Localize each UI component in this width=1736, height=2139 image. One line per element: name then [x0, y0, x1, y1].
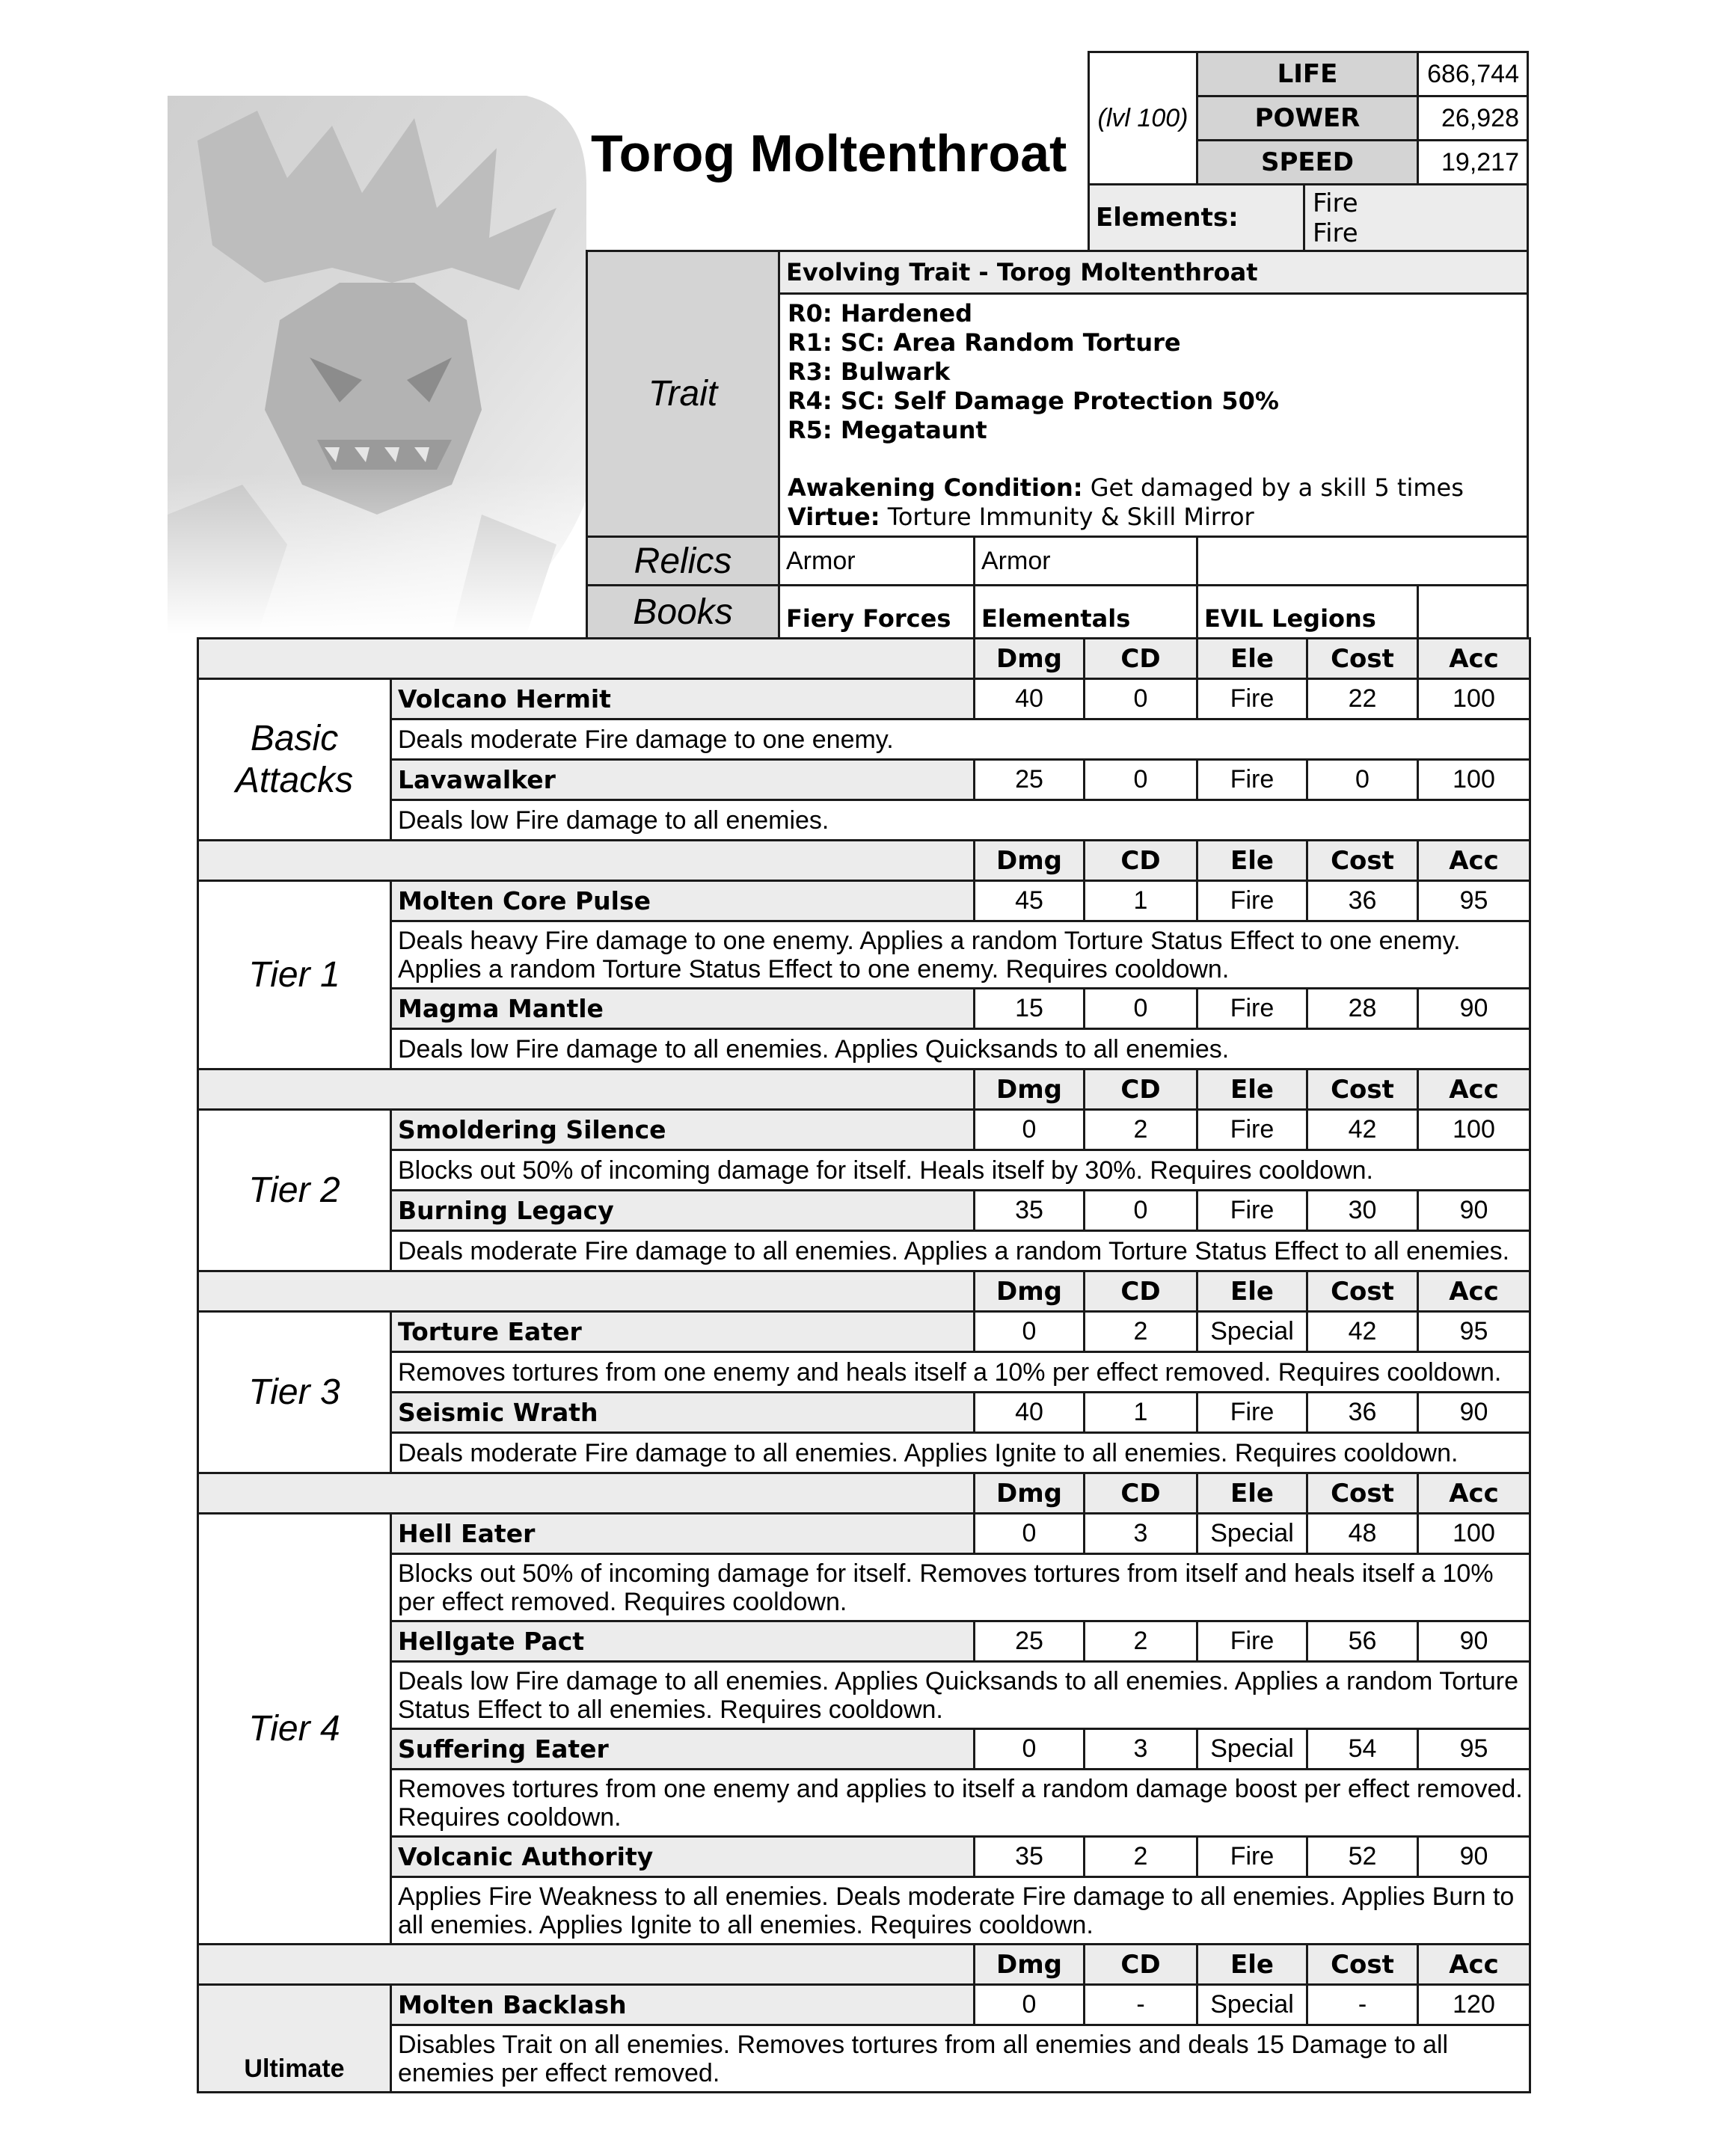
- element-1: Fire: [1313, 188, 1358, 218]
- trait-rank-2: R3: Bulwark: [788, 357, 951, 386]
- skill-cd: 0: [1083, 1189, 1198, 1232]
- column-header-dmg: Dmg: [973, 637, 1085, 680]
- column-header-cost: Cost: [1306, 1472, 1419, 1515]
- relic-2: Armor: [973, 535, 1198, 586]
- column-header-ele: Ele: [1196, 1472, 1308, 1515]
- skill-acc: 95: [1417, 1310, 1531, 1353]
- column-header-cd: CD: [1083, 1472, 1198, 1515]
- skill-description: Applies Fire Weakness to all enemies. Deals moderate Fire damage to all enemies. Applies Burn to all enemies. Applies Ignite to all enemies. Requires cooldown.: [390, 1876, 1531, 1945]
- skill-acc: 100: [1417, 1108, 1531, 1151]
- skill-cost: 30: [1306, 1189, 1419, 1232]
- column-header-cost: Cost: [1306, 637, 1419, 680]
- skill-ele: Fire: [1196, 1620, 1308, 1663]
- skill-ele: Fire: [1196, 1108, 1308, 1151]
- skill-acc: 95: [1417, 880, 1531, 922]
- skill-name: Burning Legacy: [390, 1189, 975, 1232]
- section-header-spacer: [197, 1270, 975, 1313]
- skill-name: Hell Eater: [390, 1512, 975, 1555]
- stat-label-speed: SPEED: [1196, 139, 1419, 185]
- column-header-acc: Acc: [1417, 1472, 1531, 1515]
- column-header-dmg: Dmg: [973, 1270, 1085, 1313]
- skill-name: Hellgate Pact: [390, 1620, 975, 1663]
- section-header-spacer: [197, 1068, 975, 1111]
- skill-description: Blocks out 50% of incoming damage for itself. Heals itself by 30%. Requires cooldown.: [390, 1149, 1531, 1191]
- column-header-acc: Acc: [1417, 839, 1531, 882]
- element-2: Fire: [1313, 218, 1358, 248]
- skill-cd: 3: [1083, 1512, 1198, 1555]
- monster-portrait-icon: [168, 96, 586, 634]
- trait-rank-1: R1: SC: Area Random Torture: [788, 328, 1181, 357]
- skill-cd: 1: [1083, 1391, 1198, 1434]
- skill-name: Molten Backlash: [390, 1983, 975, 2026]
- skill-dmg: 15: [973, 987, 1085, 1030]
- column-header-ele: Ele: [1196, 1943, 1308, 1986]
- skill-description: Deals heavy Fire damage to one enemy. Applies a random Torture Status Effect to one enemy. Applies a random Torture Status Effect to one enemy. Requires cooldown.: [390, 920, 1531, 989]
- section-label-text: Ultimate: [244, 2054, 345, 2083]
- section-label-text: Tier 3: [248, 1372, 340, 1412]
- section-label: [197, 1983, 392, 2093]
- skill-cd: 2: [1083, 1835, 1198, 1878]
- skill-description: Deals moderate Fire damage to one enemy.: [390, 718, 1531, 761]
- skill-dmg: 0: [973, 1108, 1085, 1151]
- elements-label: Elements:: [1088, 183, 1305, 252]
- skill-name: Lavawalker: [390, 758, 975, 801]
- skill-dmg: 40: [973, 1391, 1085, 1434]
- skill-acc: 90: [1417, 1620, 1531, 1663]
- level-label: (lvl 100): [1088, 51, 1198, 185]
- skill-description: Deals moderate Fire damage to all enemies. Applies a random Torture Status Effect to all enemies.: [390, 1230, 1531, 1272]
- column-header-cd: CD: [1083, 839, 1198, 882]
- column-header-acc: Acc: [1417, 637, 1531, 680]
- trait-header: Evolving Trait - Torog Moltenthroat: [778, 250, 1529, 295]
- skill-ele: Special: [1196, 1728, 1308, 1770]
- section-label-text: Tier 1: [248, 954, 340, 995]
- column-header-acc: Acc: [1417, 1068, 1531, 1111]
- skill-cd: 2: [1083, 1108, 1198, 1151]
- book-3: EVIL Legions: [1196, 584, 1419, 639]
- virtue-value: Torture Immunity & Skill Mirror: [880, 503, 1254, 531]
- awakening-value: Get damaged by a skill 5 times: [1082, 473, 1464, 502]
- virtue: [788, 503, 1519, 532]
- character-name: Torog Moltenthroat: [591, 124, 1067, 182]
- section-label: [197, 880, 392, 1070]
- skill-ele: Special: [1196, 1512, 1308, 1555]
- skill-ele: Fire: [1196, 1391, 1308, 1434]
- skill-acc: 95: [1417, 1728, 1531, 1770]
- skill-ele: Fire: [1196, 1835, 1308, 1878]
- skill-ele: Fire: [1196, 758, 1308, 801]
- skill-acc: 90: [1417, 1391, 1531, 1434]
- skill-cost: 48: [1306, 1512, 1419, 1555]
- column-header-cd: CD: [1083, 1068, 1198, 1111]
- skill-cd: 3: [1083, 1728, 1198, 1770]
- column-header-dmg: Dmg: [973, 1068, 1085, 1111]
- trait-rank-4: R5: Megataunt: [788, 416, 987, 444]
- skill-description: Deals low Fire damage to all enemies. Applies Quicksands to all enemies.: [390, 1028, 1531, 1070]
- section-label-text: Basic Attacks: [235, 718, 354, 800]
- skill-acc: 90: [1417, 1189, 1531, 1232]
- skill-name: Volcanic Authority: [390, 1835, 975, 1878]
- relics-label: Relics: [586, 535, 780, 586]
- skill-acc: 90: [1417, 987, 1531, 1030]
- awakening-condition: [788, 473, 1519, 503]
- skill-cd: 2: [1083, 1310, 1198, 1353]
- relic-1: Armor: [778, 535, 975, 586]
- column-header-acc: Acc: [1417, 1270, 1531, 1313]
- skill-cost: -: [1306, 1983, 1419, 2026]
- books-label: Books: [586, 584, 780, 639]
- skill-cost: 36: [1306, 880, 1419, 922]
- awakening-label: Awakening Condition:: [788, 473, 1083, 502]
- skill-name: Smoldering Silence: [390, 1108, 975, 1151]
- stat-label-power: POWER: [1196, 95, 1419, 141]
- stat-label-life: LIFE: [1196, 51, 1419, 97]
- skill-name: Seismic Wrath: [390, 1391, 975, 1434]
- column-header-dmg: Dmg: [973, 839, 1085, 882]
- skill-cd: 0: [1083, 758, 1198, 801]
- section-label: [197, 1310, 392, 1474]
- skill-description: Removes tortures from one enemy and applies to itself a random damage boost per effect removed. Requires cooldown.: [390, 1768, 1531, 1838]
- skill-cd: 1: [1083, 880, 1198, 922]
- section-label: [197, 1108, 392, 1272]
- skill-ele: Special: [1196, 1983, 1308, 2026]
- skill-acc: 100: [1417, 678, 1531, 720]
- skill-cost: 56: [1306, 1620, 1419, 1663]
- skill-description: Disables Trait on all enemies. Removes tortures from all enemies and deals 15 Damage to all enemies per effect removed.: [390, 2024, 1531, 2093]
- skill-ele: Fire: [1196, 1189, 1308, 1232]
- skill-cost: 42: [1306, 1310, 1419, 1353]
- virtue-label: Virtue:: [788, 503, 880, 531]
- column-header-dmg: Dmg: [973, 1472, 1085, 1515]
- skill-description: Deals low Fire damage to all enemies. Applies Quicksands to all enemies. Applies a random Torture Status Effect to all enemies. Requires cooldown.: [390, 1660, 1531, 1730]
- skill-description: Deals moderate Fire damage to all enemies. Applies Ignite to all enemies. Requires cooldown.: [390, 1431, 1531, 1474]
- skill-dmg: 0: [973, 1512, 1085, 1555]
- skill-cd: 0: [1083, 678, 1198, 720]
- section-label-text: Tier 2: [248, 1170, 340, 1210]
- skill-ele: Special: [1196, 1310, 1308, 1353]
- skill-dmg: 35: [973, 1835, 1085, 1878]
- column-header-cd: CD: [1083, 1270, 1198, 1313]
- section-header-spacer: [197, 1472, 975, 1515]
- skill-name: Molten Core Pulse: [390, 880, 975, 922]
- elements-values: [1303, 183, 1529, 252]
- trait-label: Trait: [586, 250, 780, 538]
- skill-ele: Fire: [1196, 880, 1308, 922]
- skill-dmg: 25: [973, 1620, 1085, 1663]
- skill-acc: 100: [1417, 1512, 1531, 1555]
- skill-cd: -: [1083, 1983, 1198, 2026]
- column-header-cd: CD: [1083, 637, 1198, 680]
- book-2: Elementals: [973, 584, 1198, 639]
- skill-dmg: 35: [973, 1189, 1085, 1232]
- character-portrait: [168, 96, 586, 634]
- trait-rank-3: R4: SC: Self Damage Protection 50%: [788, 387, 1279, 415]
- skill-cost: 54: [1306, 1728, 1419, 1770]
- skill-dmg: 0: [973, 1983, 1085, 2026]
- skill-dmg: 40: [973, 678, 1085, 720]
- section-header-spacer: [197, 637, 975, 680]
- column-header-cost: Cost: [1306, 839, 1419, 882]
- section-label: [197, 678, 392, 841]
- stat-value-life: 686,744: [1417, 51, 1529, 97]
- skill-cost: 22: [1306, 678, 1419, 720]
- trait-rank-0: R0: Hardened: [788, 299, 972, 328]
- book-1: Fiery Forces: [778, 584, 975, 639]
- relic-3: [1196, 535, 1529, 586]
- skill-cost: 42: [1306, 1108, 1419, 1151]
- skill-cd: 2: [1083, 1620, 1198, 1663]
- skill-cost: 28: [1306, 987, 1419, 1030]
- section-header-spacer: [197, 1943, 975, 1986]
- skill-name: Volcano Hermit: [390, 678, 975, 720]
- skill-cost: 36: [1306, 1391, 1419, 1434]
- skill-description: Removes tortures from one enemy and heals itself a 10% per effect removed. Requires cooldown.: [390, 1351, 1531, 1393]
- skill-name: Magma Mantle: [390, 987, 975, 1030]
- section-header-spacer: [197, 839, 975, 882]
- skill-dmg: 0: [973, 1310, 1085, 1353]
- skill-dmg: 45: [973, 880, 1085, 922]
- column-header-cd: CD: [1083, 1943, 1198, 1986]
- column-header-ele: Ele: [1196, 1068, 1308, 1111]
- skill-dmg: 25: [973, 758, 1085, 801]
- skill-ele: Fire: [1196, 678, 1308, 720]
- skill-name: Suffering Eater: [390, 1728, 975, 1770]
- trait-details: [778, 292, 1529, 538]
- column-header-dmg: Dmg: [973, 1943, 1085, 1986]
- column-header-ele: Ele: [1196, 637, 1308, 680]
- column-header-cost: Cost: [1306, 1068, 1419, 1111]
- skill-dmg: 0: [973, 1728, 1085, 1770]
- skill-acc: 120: [1417, 1983, 1531, 2026]
- skill-cd: 0: [1083, 987, 1198, 1030]
- skill-cost: 0: [1306, 758, 1419, 801]
- book-4: [1417, 584, 1529, 639]
- skill-name: Torture Eater: [390, 1310, 975, 1353]
- column-header-acc: Acc: [1417, 1943, 1531, 1986]
- skill-description: Deals low Fire damage to all enemies.: [390, 799, 1531, 841]
- skill-ele: Fire: [1196, 987, 1308, 1030]
- section-label-text: Tier 4: [248, 1708, 340, 1749]
- skill-cost: 52: [1306, 1835, 1419, 1878]
- column-header-cost: Cost: [1306, 1943, 1419, 1986]
- column-header-cost: Cost: [1306, 1270, 1419, 1313]
- stat-value-speed: 19,217: [1417, 139, 1529, 185]
- skill-acc: 90: [1417, 1835, 1531, 1878]
- section-label: [197, 1512, 392, 1945]
- stat-value-power: 26,928: [1417, 95, 1529, 141]
- skill-description: Blocks out 50% of incoming damage for itself. Removes tortures from itself and heals itself a 10% per effect removed. Requires cooldown.: [390, 1553, 1531, 1622]
- column-header-ele: Ele: [1196, 839, 1308, 882]
- skill-acc: 100: [1417, 758, 1531, 801]
- column-header-ele: Ele: [1196, 1270, 1308, 1313]
